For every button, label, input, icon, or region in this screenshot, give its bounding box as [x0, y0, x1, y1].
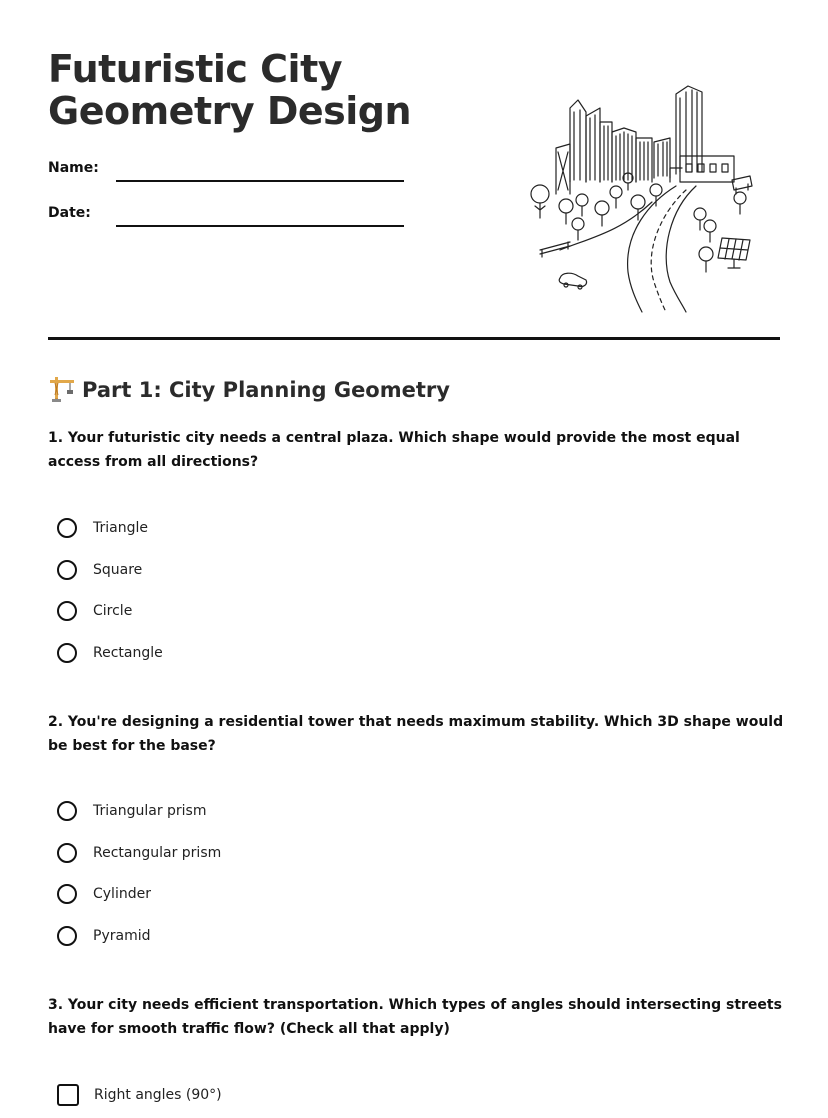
worksheet-title: Futuristic City Geometry Design: [48, 47, 412, 133]
radio-button[interactable]: [57, 643, 77, 663]
question-1-text: 1. Your futuristic city needs a central plaza. Which shape would provide the most equal access from all directions?: [48, 430, 740, 470]
option-label: Rectangular prism: [93, 845, 222, 861]
radio-button[interactable]: [57, 560, 77, 580]
q2-option-cylinder[interactable]: [57, 881, 151, 907]
option-label: Cylinder: [93, 886, 151, 902]
date-input-line[interactable]: [116, 225, 404, 227]
option-label: Circle: [93, 603, 133, 619]
radio-button[interactable]: [57, 801, 77, 821]
q1-option-triangle[interactable]: [57, 515, 148, 541]
q3-option-right-angles[interactable]: [57, 1082, 222, 1108]
radio-button[interactable]: [57, 518, 77, 538]
question-2-text: 2. You're designing a residential tower that needs maximum stability. Which 3D shape would be best for the base?: [48, 714, 784, 754]
radio-button[interactable]: [57, 601, 77, 621]
name-input-line[interactable]: [116, 180, 404, 182]
option-label: Right angles (90°): [94, 1087, 222, 1103]
radio-button[interactable]: [57, 884, 77, 904]
part1-title-text: Part 1: City Planning Geometry: [82, 378, 450, 402]
q1-option-circle[interactable]: [57, 598, 132, 624]
radio-button[interactable]: [57, 926, 77, 946]
q1-option-square[interactable]: [57, 557, 142, 583]
checkbox[interactable]: [57, 1084, 79, 1106]
q2-option-triangular-prism[interactable]: [57, 798, 207, 824]
radio-button[interactable]: [57, 843, 77, 863]
q2-option-pyramid[interactable]: [57, 923, 150, 949]
construction-crane-icon: [48, 375, 76, 403]
section-divider: [48, 337, 780, 340]
date-label: Date:: [48, 205, 91, 221]
option-label: Triangle: [93, 520, 148, 536]
part1-title: [48, 375, 450, 404]
name-label: Name:: [48, 160, 99, 176]
q2-option-rectangular-prism[interactable]: [57, 840, 221, 866]
question-3-text: 3. Your city needs efficient transportation. Which types of angles should intersecting streets have for smooth traffic flow? (Check all that apply): [48, 997, 782, 1037]
q1-option-rectangle[interactable]: [57, 640, 163, 666]
option-label: Square: [93, 562, 143, 578]
option-label: Triangular prism: [93, 803, 207, 819]
option-label: Pyramid: [93, 928, 151, 944]
option-label: Rectangle: [93, 645, 163, 661]
city-skyline-illustration: [520, 82, 760, 314]
